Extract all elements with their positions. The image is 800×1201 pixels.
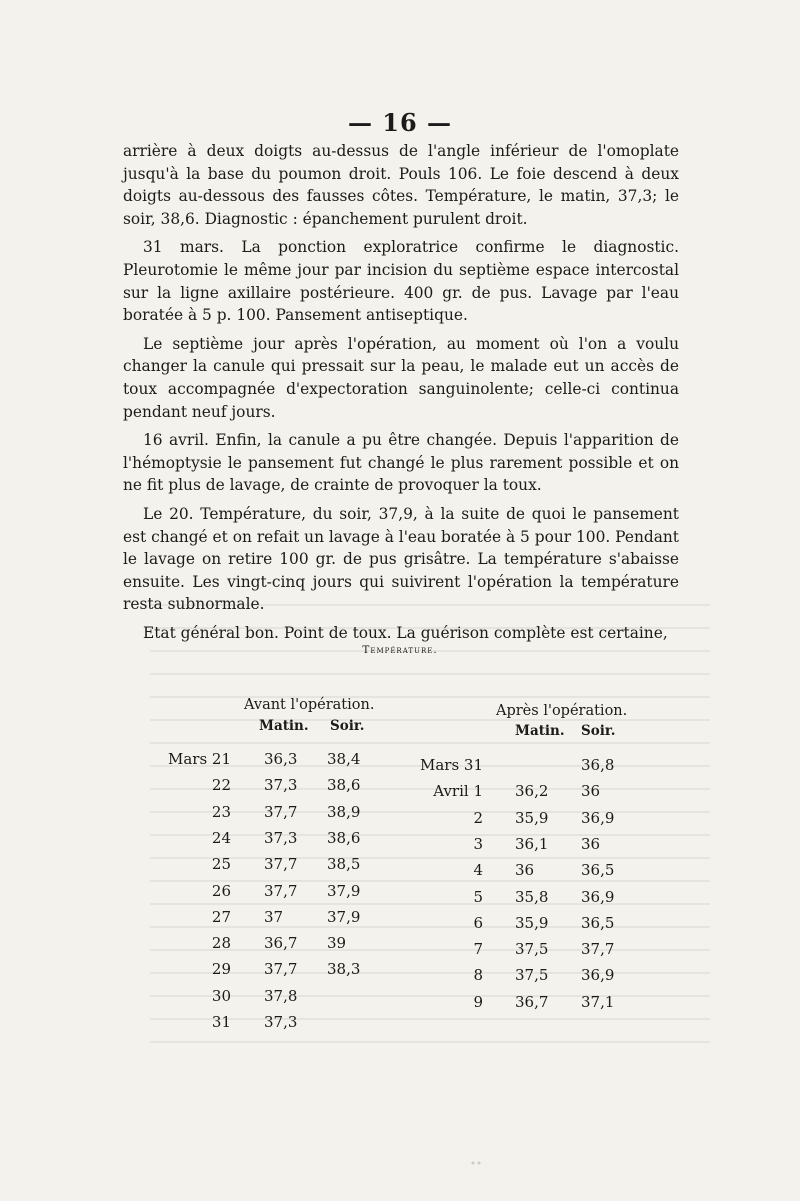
- after-evening: 37,1: [581, 992, 615, 1011]
- before-date: 23: [211, 802, 231, 821]
- before-date: 25: [211, 855, 231, 874]
- after-date: 4: [473, 861, 483, 880]
- after-date: 3: [473, 834, 483, 853]
- after-evening: 36,9: [581, 966, 615, 985]
- after-date: 5: [473, 887, 483, 906]
- after-evening: 36: [581, 782, 601, 801]
- after-morning: 36,1: [515, 834, 549, 853]
- before-evening: 38,3: [327, 960, 361, 979]
- before-date: 31: [211, 1013, 231, 1031]
- after-date: 2: [473, 808, 483, 827]
- after-evening: 36,5: [581, 913, 615, 932]
- after-morning: 36,2: [515, 782, 549, 801]
- before-date: 22: [211, 776, 231, 795]
- before-date: 28: [211, 934, 231, 953]
- after-heading: Après l'opération.: [496, 703, 628, 719]
- paragraph: Etat général bon. Point de toux. La guérison complète est certaine,: [143, 623, 668, 642]
- before-evening: 37,9: [327, 881, 361, 900]
- before-heading: Avant l'opération.: [244, 697, 375, 713]
- after-date: 8: [473, 966, 483, 985]
- after-date: 7: [473, 940, 483, 959]
- after-morning: 37,5: [515, 940, 549, 959]
- after-date: 6: [473, 913, 483, 932]
- paragraph: Le 20. Température, du soir, 37,9, à la suite de quoi le pansement est changé et on refait un lavage à l'eau boratée à 5 pour 100. Pendant le lavage on retire 100 gr. de pus grisâtre. La température s'abaisse ensuite. Les vingt-cinq jours qui suivirent l'opération la température resta subnormale.: [123, 504, 679, 614]
- after-morning: 35,9: [515, 808, 549, 827]
- before-evening: 38,6: [327, 828, 361, 847]
- before-morning: 37,7: [264, 960, 298, 979]
- before-date: 27: [211, 907, 231, 926]
- before-morning: 37,3: [264, 828, 298, 847]
- after-date: Mars 31: [419, 756, 483, 774]
- before-date: 24: [211, 828, 231, 847]
- page-number: — 16 —: [347, 108, 453, 137]
- after-morning: 35,8: [515, 887, 549, 906]
- before-morning: 37,7: [264, 881, 298, 900]
- after-evening: 36,8: [581, 756, 615, 774]
- print-speck: [470, 1160, 486, 1166]
- after-morning: 37,5: [515, 966, 549, 985]
- after-morning: 36: [515, 861, 535, 880]
- before-evening: 38,6: [327, 776, 361, 795]
- before-morning: 36,3: [264, 750, 298, 768]
- before-morning: 37: [264, 907, 284, 926]
- after-evening: 36,9: [581, 808, 615, 827]
- before-date: 29: [211, 960, 231, 979]
- after-col-morning: Matin.: [515, 723, 565, 739]
- before-morning: 37,3: [264, 776, 298, 795]
- before-col-evening: Soir.: [330, 718, 365, 734]
- before-date: 26: [211, 881, 231, 900]
- after-evening: 37,7: [581, 940, 615, 959]
- before-evening: 38,4: [327, 750, 361, 768]
- paragraph: Le septième jour après l'opération, au moment où l'on a voulu changer la canule qui pressait sur la peau, le malade eut un accès de toux accompagnée d'expectoration sanguinolente; celle-ci continua pendant neuf jours.: [123, 334, 679, 421]
- after-col-evening: Soir.: [581, 723, 616, 739]
- before-morning: 37,8: [264, 986, 298, 1005]
- before-evening: 39: [327, 934, 347, 953]
- before-morning: 37,7: [264, 802, 298, 821]
- before-evening: 38,5: [327, 855, 361, 874]
- before-col-morning: Matin.: [259, 718, 309, 734]
- after-date: 9: [473, 992, 483, 1011]
- after-morning: 36,7: [515, 992, 549, 1011]
- after-date: Avril 1: [433, 782, 483, 801]
- after-morning: 35,9: [515, 913, 549, 932]
- before-evening: 38,9: [327, 802, 361, 821]
- before-evening: 37,9: [327, 907, 361, 926]
- table-title: Température.: [362, 644, 438, 656]
- before-morning: 36,7: [264, 934, 298, 953]
- after-evening: 36,5: [581, 861, 615, 880]
- before-morning: 37,7: [264, 855, 298, 874]
- paragraph: arrière à deux doigts au-dessus de l'angle inférieur de l'omoplate jusqu'à la base du poumon droit. Pouls 106. Le foie descend à deux doigts au-dessous des fausses côtes. Température, le matin, 37,3; le soir, 38,6. Diagnostic : épanchement purulent droit.: [123, 142, 679, 228]
- paragraph: 31 mars. La ponction exploratrice confirme le diagnostic. Pleurotomie le même jour par incision du septième espace intercostal sur la ligne axillaire postérieure. 400 gr. de pus. Lavage par l'eau boratée à 5 p. 100. Pansement antiseptique.: [123, 238, 679, 325]
- after-evening: 36: [581, 834, 601, 853]
- before-date: 30: [211, 986, 231, 1005]
- before-morning: 37,3: [264, 1013, 298, 1031]
- before-date: Mars 21: [167, 750, 231, 768]
- paragraph: 16 avril. Enfin, la canule a pu être changée. Depuis l'apparition de l'hémoptysie le pansement fut changé le plus rarement possible et on ne fit plus de lavage, de crainte de provoquer la toux.: [123, 431, 679, 495]
- after-evening: 36,9: [581, 887, 615, 906]
